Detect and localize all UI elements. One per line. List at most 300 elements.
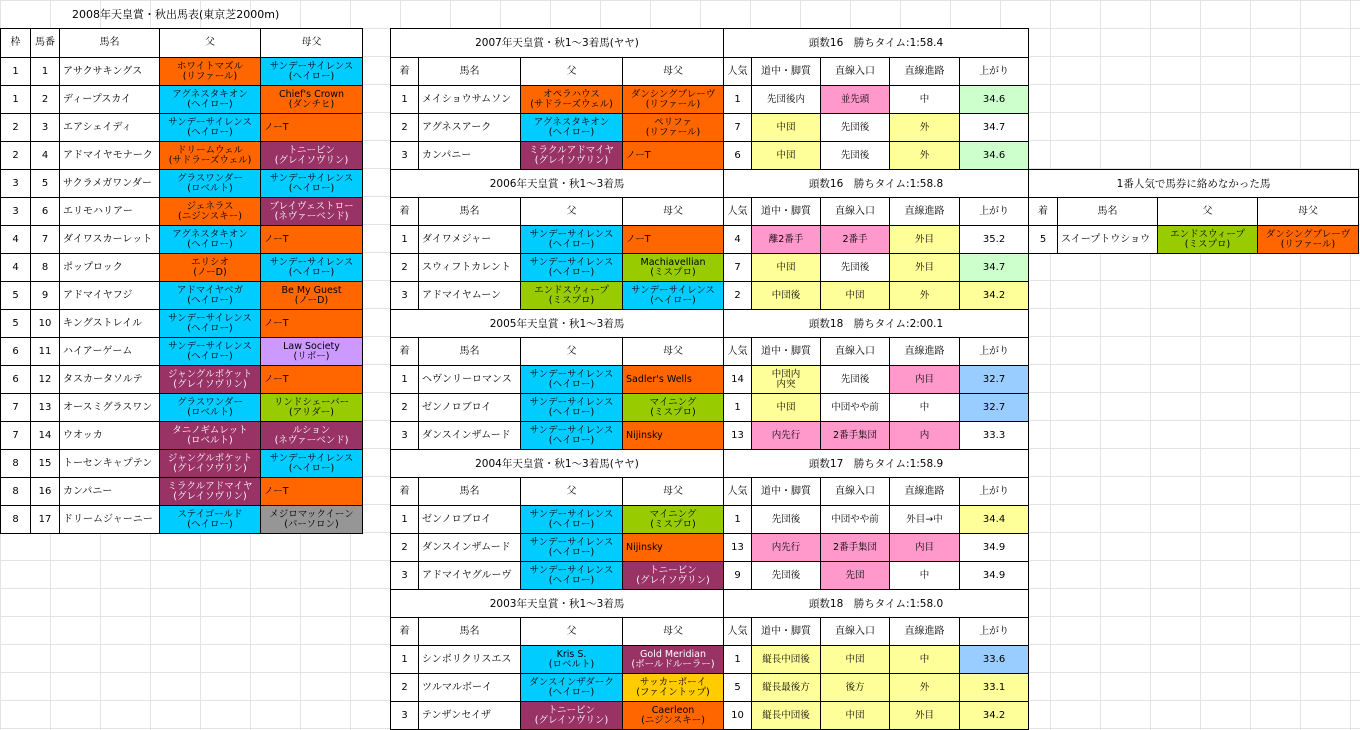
sire-line2: (ヘイロー) xyxy=(187,518,233,530)
sire-line1: ジャングルポケット xyxy=(167,452,253,464)
header-pos: 着 xyxy=(391,478,419,506)
header-sire: 父 xyxy=(521,478,623,506)
results-table xyxy=(390,28,1029,730)
sire-cell xyxy=(160,506,261,534)
dam-sire-line1: ペリファ xyxy=(654,116,692,128)
dam-sire-line1: リンドシェーバー xyxy=(273,396,350,408)
dam-sire-line1: ノーT xyxy=(626,233,651,245)
pop-cell: 10 xyxy=(724,702,752,730)
dam-sire-line1: ノーT xyxy=(264,373,289,385)
pos-cell: 3 xyxy=(391,702,419,730)
last-3f-cell: 34.6 xyxy=(960,86,1029,114)
sire-line1: ダンスインザダーク xyxy=(529,676,614,688)
pop-cell: 1 xyxy=(724,506,752,534)
entry-cell: 中団 xyxy=(821,702,890,730)
sire-cell xyxy=(521,142,623,170)
horse-name: ダイワスカーレット xyxy=(60,226,160,254)
course-cell: 外目 xyxy=(890,702,960,730)
sire-line1: ジェネラス xyxy=(186,200,234,212)
dam-sire-line1: トニービン xyxy=(649,564,697,576)
horse-name: スイープトウショウ xyxy=(1058,226,1158,254)
dam-sire-line1: トニービン xyxy=(287,144,336,156)
dam-sire-cell xyxy=(623,646,724,674)
table-row xyxy=(1,198,363,226)
sire-line2: (ロベルト) xyxy=(548,658,595,670)
sire-line2: (グレイソヴリン) xyxy=(173,462,247,474)
sire-cell xyxy=(521,422,623,450)
sire-line2: (ヘイロー) xyxy=(548,546,595,558)
table-row xyxy=(1,142,363,170)
horse-name: ツルマルボーイ xyxy=(419,674,521,702)
course-cell: 外目→中 xyxy=(890,506,960,534)
style-line2: 内突 xyxy=(776,378,796,390)
dam-sire-cell xyxy=(261,478,363,506)
table-row xyxy=(1,226,363,254)
section-info: 頭数18 勝ちタイム:1:58.0 xyxy=(724,590,1029,618)
waku-cell: 3 xyxy=(1,198,31,226)
last-3f-cell: 34.7 xyxy=(960,254,1029,282)
last-3f-cell: 34.7 xyxy=(960,114,1029,142)
horse-name: ヘヴンリーロマンス xyxy=(419,366,521,394)
horse-name: ウオッカ xyxy=(60,422,160,450)
header-dam-sire: 母父 xyxy=(623,478,724,506)
entry-cell: 中団 xyxy=(821,646,890,674)
page-title: 2008年天皇賞・秋出馬表(東京芝2000m) xyxy=(72,8,280,21)
entry-cell: 並先頭 xyxy=(821,86,890,114)
entry-cell: 2番手集団 xyxy=(821,422,890,450)
header-pos: 着 xyxy=(391,338,419,366)
unplaced-table xyxy=(1028,169,1359,254)
sire-line2: (ノーD) xyxy=(193,266,227,278)
table-row xyxy=(391,282,1029,310)
header-pos: 着 xyxy=(391,58,419,86)
header-pop: 人気 xyxy=(724,198,752,226)
dam-sire-cell xyxy=(1258,226,1359,254)
header-num: 馬番 xyxy=(31,29,60,58)
dam-sire-line1: サンデーサイレンス xyxy=(269,452,354,464)
sire-line2: (ヘイロー) xyxy=(548,686,595,698)
horse-name: ゼンノロブロイ xyxy=(419,394,521,422)
sire-cell xyxy=(521,534,623,562)
sire-cell xyxy=(160,114,261,142)
waku-cell: 8 xyxy=(1,506,31,534)
horse-name: アドマイヤグルーヴ xyxy=(419,562,521,590)
dam-sire-line1: ダンシングブレーヴ xyxy=(1265,228,1351,240)
horse-name: アドマイヤモナーク xyxy=(60,142,160,170)
header-dam-sire: 母父 xyxy=(623,58,724,86)
table-row xyxy=(1,450,363,478)
dam-sire-line2: (グレイソヴリン) xyxy=(636,574,710,586)
horse-name: サクラメガワンダー xyxy=(60,170,160,198)
dam-sire-line1: Caerleon xyxy=(651,704,695,716)
table-row xyxy=(391,142,1029,170)
sire-line2: (ヘイロー) xyxy=(548,266,595,278)
sire-cell xyxy=(160,198,261,226)
last-3f-cell: 32.7 xyxy=(960,366,1029,394)
header-course: 直線進路 xyxy=(890,338,960,366)
dam-sire-cell xyxy=(261,198,363,226)
waku-cell: 6 xyxy=(1,366,31,394)
dam-sire-cell xyxy=(261,366,363,394)
pop-cell: 5 xyxy=(724,674,752,702)
dam-sire-line2: (ボールドルーラー) xyxy=(631,658,715,670)
dam-sire-cell xyxy=(261,338,363,366)
waku-cell: 8 xyxy=(1,478,31,506)
style-cell: 内先行 xyxy=(752,422,821,450)
entry-cell: 後方 xyxy=(821,674,890,702)
horse-name: カンパニー xyxy=(419,142,521,170)
sire-line2: (グレイソヴリン) xyxy=(534,714,609,726)
header-name: 馬名 xyxy=(60,29,160,58)
header-name: 馬名 xyxy=(419,198,521,226)
header-style: 道中・脚質 xyxy=(752,618,821,646)
sire-line1: ホワイトマズル xyxy=(176,60,244,72)
sire-line2: (ヘイロー) xyxy=(548,518,595,530)
num-cell: 7 xyxy=(31,226,60,254)
header-pos: 着 xyxy=(391,198,419,226)
header-entry: 直線入口 xyxy=(821,478,890,506)
num-cell: 11 xyxy=(31,338,60,366)
sire-cell xyxy=(160,478,261,506)
header-dam-sire: 母父 xyxy=(261,29,363,58)
dam-sire-cell xyxy=(261,226,363,254)
dam-sire-line1: ノーT xyxy=(264,233,289,245)
waku-cell: 1 xyxy=(1,58,31,86)
sire-line2: (ヘイロー) xyxy=(548,378,595,390)
sire-line1: サンデーサイレンス xyxy=(529,424,614,436)
sire-line2: (ミスプロ) xyxy=(1184,238,1231,250)
dam-sire-line1: サンデーサイレンス xyxy=(631,284,715,296)
horse-name: スウィフトカレント xyxy=(419,254,521,282)
header-style: 道中・脚質 xyxy=(752,478,821,506)
dam-sire-line1: ノーT xyxy=(264,121,289,133)
table-row xyxy=(391,506,1029,534)
sire-line1: エリシオ xyxy=(190,256,229,268)
sire-line1: アグネスタキオン xyxy=(533,116,610,128)
header-course: 直線進路 xyxy=(890,58,960,86)
pop-cell: 6 xyxy=(724,142,752,170)
horse-name: ダンスインザムード xyxy=(419,422,521,450)
sire-cell xyxy=(521,674,623,702)
horse-name: ディープスカイ xyxy=(60,86,160,114)
header-last: 上がり xyxy=(960,58,1029,86)
dam-sire-line1: Be My Guest xyxy=(281,284,342,296)
table-row xyxy=(391,114,1029,142)
table-row xyxy=(391,562,1029,590)
header-name: 馬名 xyxy=(419,58,521,86)
section-info: 頭数16 勝ちタイム:1:58.4 xyxy=(724,29,1029,58)
table-row xyxy=(391,702,1029,730)
last-3f-cell: 32.7 xyxy=(960,394,1029,422)
pop-cell: 13 xyxy=(724,422,752,450)
table-row xyxy=(391,394,1029,422)
num-cell: 4 xyxy=(31,142,60,170)
sire-line1: アグネスタキオン xyxy=(172,228,248,240)
horse-name: キングストレイル xyxy=(60,310,160,338)
sire-cell xyxy=(521,562,623,590)
sire-line1: サンデーサイレンス xyxy=(529,564,614,576)
style-line1: 中団内 xyxy=(771,368,801,380)
last-3f-cell: 34.6 xyxy=(960,142,1029,170)
sire-line1: サンデーサイレンス xyxy=(529,368,614,380)
sire-cell xyxy=(160,226,261,254)
dam-sire-line1: ノーT xyxy=(264,485,289,497)
pos-cell: 5 xyxy=(1029,226,1058,254)
dam-sire-cell xyxy=(623,226,724,254)
num-cell: 12 xyxy=(31,366,60,394)
course-cell: 中 xyxy=(890,86,960,114)
course-cell: 外 xyxy=(890,674,960,702)
waku-cell: 2 xyxy=(1,142,31,170)
table-row xyxy=(1,338,363,366)
horse-name: ゼンノロブロイ xyxy=(419,506,521,534)
style-cell: 先団後 xyxy=(752,506,821,534)
sire-line2: (ロベルト) xyxy=(187,182,233,194)
num-cell: 15 xyxy=(31,450,60,478)
pop-cell: 1 xyxy=(724,394,752,422)
dam-sire-line2: (アリダー) xyxy=(288,406,335,418)
sire-line1: サンデーサイレンス xyxy=(529,396,614,408)
entry-cell: 2番手 xyxy=(821,226,890,254)
sire-line1: Kris S. xyxy=(556,648,587,660)
waku-cell: 8 xyxy=(1,450,31,478)
table-row xyxy=(391,534,1029,562)
header-style: 道中・脚質 xyxy=(752,338,821,366)
last-3f-cell: 35.2 xyxy=(960,226,1029,254)
horse-name: タスカータソルテ xyxy=(60,366,160,394)
sire-cell xyxy=(160,422,261,450)
waku-cell: 5 xyxy=(1,310,31,338)
sire-line2: (ニジンスキー) xyxy=(178,210,242,222)
sire-cell xyxy=(160,58,261,86)
sire-line2: (ヘイロー) xyxy=(548,434,595,446)
section-title: 2006年天皇賞・秋1～3着馬 xyxy=(391,170,724,198)
entries-panel xyxy=(0,28,362,533)
header-dam-sire: 母父 xyxy=(623,618,724,646)
sire-line2: (ヘイロー) xyxy=(187,322,233,334)
sire-line1: ミラクルアドマイヤ xyxy=(167,480,253,492)
style-cell: 中団 xyxy=(752,254,821,282)
entries-table xyxy=(0,28,363,534)
section-title: 2004年天皇賞・秋1～3着馬(ヤヤ) xyxy=(391,450,724,478)
table-row xyxy=(1,422,363,450)
course-cell: 外 xyxy=(890,282,960,310)
table-row xyxy=(1,170,363,198)
header-course: 直線進路 xyxy=(890,198,960,226)
section-title: 2005年天皇賞・秋1～3着馬 xyxy=(391,310,724,338)
style-cell: 先団後内 xyxy=(752,86,821,114)
style-cell: 内先行 xyxy=(752,534,821,562)
dam-sire-cell xyxy=(623,142,724,170)
horse-name: アドマイヤフジ xyxy=(60,282,160,310)
entry-cell: 先団後 xyxy=(821,114,890,142)
pop-cell: 7 xyxy=(724,254,752,282)
last-3f-cell: 34.4 xyxy=(960,506,1029,534)
dam-sire-line2: (ヘイロー) xyxy=(288,462,335,474)
dam-sire-line1: メジロマックイーン xyxy=(269,508,354,520)
header-sire: 父 xyxy=(1158,198,1258,226)
entry-cell: 先団後 xyxy=(821,366,890,394)
header-pop: 人気 xyxy=(724,478,752,506)
table-row xyxy=(391,226,1029,254)
table-row xyxy=(1,506,363,534)
sire-line2: (サドラーズウェル) xyxy=(168,154,252,166)
dam-sire-line2: (リファール) xyxy=(1280,238,1336,250)
header-dam-sire: 母父 xyxy=(623,198,724,226)
entry-cell: 先団後 xyxy=(821,142,890,170)
horse-name: ダンスインザムード xyxy=(419,534,521,562)
section-info: 頭数17 勝ちタイム:1:58.9 xyxy=(724,450,1029,478)
sire-cell xyxy=(160,86,261,114)
sire-cell xyxy=(160,394,261,422)
sire-cell xyxy=(160,366,261,394)
pop-cell: 4 xyxy=(724,226,752,254)
sire-cell xyxy=(160,310,261,338)
table-row xyxy=(391,86,1029,114)
sire-line1: エンドスウィープ xyxy=(1170,228,1245,240)
sire-line2: (グレイソヴリン) xyxy=(173,490,247,502)
sire-cell xyxy=(160,142,261,170)
last-3f-cell: 34.9 xyxy=(960,534,1029,562)
pop-cell: 14 xyxy=(724,366,752,394)
table-row xyxy=(1,254,363,282)
dam-sire-line2: (ダンチヒ) xyxy=(288,98,335,110)
header-entry: 直線入口 xyxy=(821,198,890,226)
header-style: 道中・脚質 xyxy=(752,198,821,226)
sire-cell xyxy=(160,170,261,198)
sire-line2: (ヘイロー) xyxy=(548,406,595,418)
sire-line1: ドリームウェル xyxy=(176,144,244,156)
entry-cell: 先団 xyxy=(821,562,890,590)
horse-name: テンザンセイザ xyxy=(419,702,521,730)
sire-line1: サンデーサイレンス xyxy=(529,508,614,520)
dam-sire-line1: サンデーサイレンス xyxy=(269,256,354,268)
dam-sire-line1: サンデーサイレンス xyxy=(269,60,354,72)
dam-sire-line2: (ネヴァーベンド) xyxy=(274,434,349,446)
last-3f-cell: 34.2 xyxy=(960,702,1029,730)
waku-cell: 3 xyxy=(1,170,31,198)
style-cell: 中団 xyxy=(752,394,821,422)
last-3f-cell: 33.3 xyxy=(960,422,1029,450)
sire-line1: グラスワンダー xyxy=(177,172,243,184)
waku-cell: 4 xyxy=(1,226,31,254)
horse-name: ハイアーゲーム xyxy=(60,338,160,366)
last-3f-cell: 33.1 xyxy=(960,674,1029,702)
waku-cell: 4 xyxy=(1,254,31,282)
table-row xyxy=(391,254,1029,282)
header-name: 馬名 xyxy=(419,338,521,366)
style-cell: 離2番手 xyxy=(752,226,821,254)
dam-sire-cell xyxy=(623,562,724,590)
header-sire: 父 xyxy=(160,29,261,58)
dam-sire-line1: Chief's Crown xyxy=(279,88,344,100)
entry-cell: 中団 xyxy=(821,282,890,310)
sire-line2: (サドラーズウェル) xyxy=(530,98,613,110)
horse-name: エリモハリアー xyxy=(60,198,160,226)
course-cell: 外 xyxy=(890,114,960,142)
dam-sire-cell xyxy=(261,394,363,422)
pos-cell: 1 xyxy=(391,646,419,674)
dam-sire-cell xyxy=(261,282,363,310)
dam-sire-line2: (リボー) xyxy=(293,350,330,362)
pos-cell: 2 xyxy=(391,114,419,142)
sire-line1: アグネスタキオン xyxy=(172,88,248,100)
pop-cell: 1 xyxy=(724,86,752,114)
style-cell xyxy=(752,366,821,394)
header-waku: 枠 xyxy=(1,29,31,58)
table-row xyxy=(1,366,363,394)
horse-name: ポップロック xyxy=(60,254,160,282)
course-cell: 外目 xyxy=(890,254,960,282)
sire-line1: サンデーサイレンス xyxy=(168,340,252,352)
sire-line2: (ヘイロー) xyxy=(548,238,595,250)
dam-sire-line2: (ヘイロー) xyxy=(288,182,335,194)
header-sire: 父 xyxy=(521,338,623,366)
last-3f-cell: 34.2 xyxy=(960,282,1029,310)
dam-sire-cell xyxy=(261,58,363,86)
pos-cell: 3 xyxy=(391,282,419,310)
waku-cell: 5 xyxy=(1,282,31,310)
header-style: 道中・脚質 xyxy=(752,58,821,86)
pos-cell: 3 xyxy=(391,422,419,450)
table-row xyxy=(1,282,363,310)
dam-sire-cell xyxy=(261,450,363,478)
dam-sire-line1: ルション xyxy=(292,424,331,436)
style-cell: 縦長中団後 xyxy=(752,646,821,674)
num-cell: 8 xyxy=(31,254,60,282)
sire-cell xyxy=(521,282,623,310)
course-cell: 内目 xyxy=(890,534,960,562)
horse-name: ドリームジャーニー xyxy=(60,506,160,534)
waku-cell: 7 xyxy=(1,422,31,450)
header-name: 馬名 xyxy=(1058,198,1158,226)
header-pos: 着 xyxy=(1029,198,1058,226)
horse-name: エアシェイディ xyxy=(60,114,160,142)
sire-line2: (ヘイロー) xyxy=(548,126,595,138)
dam-sire-cell xyxy=(623,282,724,310)
pop-cell: 2 xyxy=(724,282,752,310)
sire-line1: タニノギムレット xyxy=(172,424,248,436)
sire-cell xyxy=(521,646,623,674)
header-entry: 直線入口 xyxy=(821,618,890,646)
sire-line2: (ヘイロー) xyxy=(548,574,595,586)
dam-sire-line2: (ヘイロー) xyxy=(288,70,335,82)
num-cell: 3 xyxy=(31,114,60,142)
dam-sire-line2: (ミスプロ) xyxy=(650,518,696,530)
sire-line1: サンデーサイレンス xyxy=(168,312,252,324)
sire-cell xyxy=(521,394,623,422)
dam-sire-cell xyxy=(623,254,724,282)
pos-cell: 1 xyxy=(391,366,419,394)
sire-line2: (ヘイロー) xyxy=(187,126,233,138)
sire-line1: サンデーサイレンス xyxy=(529,228,614,240)
dam-sire-line2: (ヘイロー) xyxy=(288,266,335,278)
dam-sire-line2: (ミスプロ) xyxy=(650,406,696,418)
course-cell: 外 xyxy=(890,142,960,170)
dam-sire-cell xyxy=(261,114,363,142)
dam-sire-line2: (ニジンスキー) xyxy=(641,714,705,726)
num-cell: 5 xyxy=(31,170,60,198)
dam-sire-cell xyxy=(261,86,363,114)
table-row xyxy=(1,114,363,142)
num-cell: 6 xyxy=(31,198,60,226)
last-3f-cell: 33.6 xyxy=(960,646,1029,674)
pos-cell: 2 xyxy=(391,534,419,562)
sire-cell xyxy=(521,86,623,114)
dam-sire-cell xyxy=(623,422,724,450)
style-cell: 中団後 xyxy=(752,282,821,310)
sire-cell xyxy=(160,338,261,366)
